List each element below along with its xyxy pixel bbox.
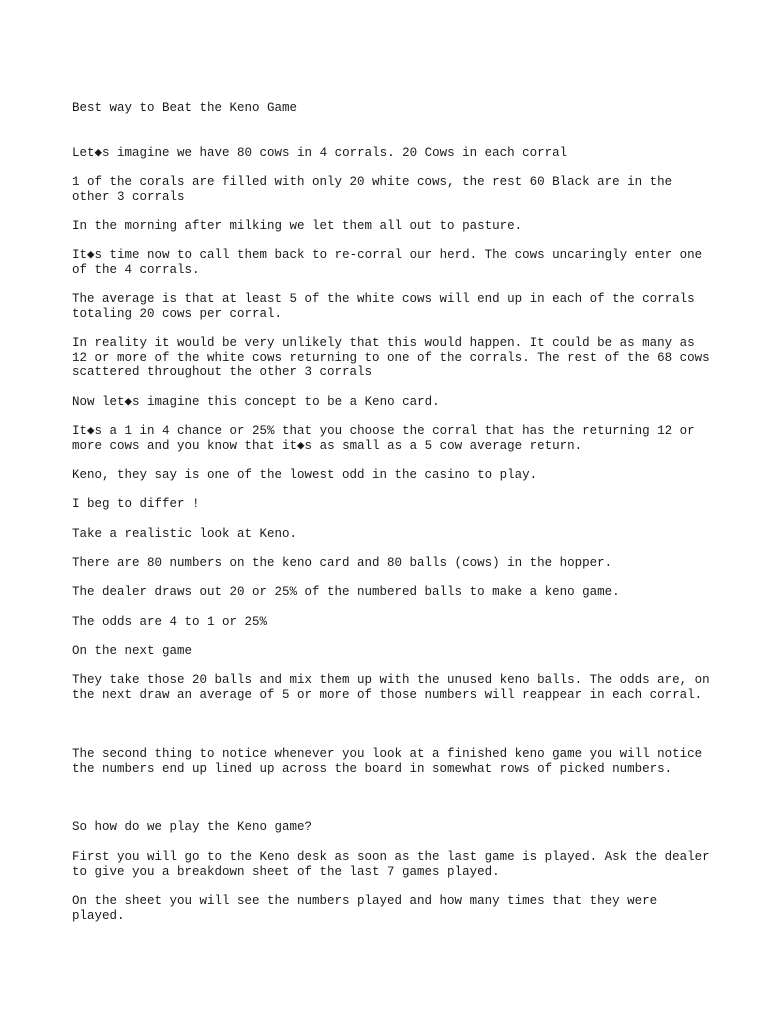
paragraph: 1 of the corals are filled with only 20 white cows, the rest 60 Black are in the other 3 corrals	[72, 175, 673, 204]
paragraph: Take a realistic look at Keno.	[72, 527, 298, 541]
paragraph: I beg to differ !	[72, 497, 200, 511]
paragraph: The dealer draws out 20 or 25% of the numbered balls to make a keno game.	[72, 585, 620, 599]
paragraph: In the morning after milking we let them all out to pasture.	[72, 219, 523, 233]
paragraph: It◆s a 1 in 4 chance or 25% that you choose the corral that has the returning 12 or more cows and you know that it◆s as small as a 5 cow average return.	[72, 424, 695, 453]
paragraph: There are 80 numbers on the keno card and 80 balls (cows) in the hopper.	[72, 556, 613, 570]
paragraph: On the sheet you will see the numbers played and how many times that they were played.	[72, 894, 658, 923]
paragraph: Let◆s imagine we have 80 cows in 4 corrals. 20 Cows in each corral	[72, 146, 568, 160]
paragraph: It◆s time now to call them back to re-corral our herd. The cows uncaringly enter one of the 4 corrals.	[72, 248, 703, 277]
paragraph: They take those 20 balls and mix them up with the unused keno balls. The odds are, on the next draw an average of 5 or more of those numbers will reappear in each corral.	[72, 673, 710, 702]
paragraph: The average is that at least 5 of the white cows will end up in each of the corrals totaling 20 cows per corral.	[72, 292, 695, 321]
paragraph: Now let◆s imagine this concept to be a Keno card.	[72, 395, 440, 409]
document-title: Best way to Beat the Keno Game	[72, 101, 298, 115]
paragraph: On the next game	[72, 644, 193, 658]
paragraph: The second thing to notice whenever you look at a finished keno game you will notice the numbers end up lined up across the board in somewhat rows of picked numbers.	[72, 747, 703, 776]
paragraph: The odds are 4 to 1 or 25%	[72, 615, 268, 629]
paragraph: In reality it would be very unlikely that this would happen. It could be as many as 12 or more of the white cows returning to one of the corrals. The rest of the 68 cows scattered throughout the other 3 corrals	[72, 336, 710, 380]
paragraph: So how do we play the Keno game?	[72, 820, 313, 834]
paragraph: First you will go to the Keno desk as soon as the last game is played. Ask the dealer to give you a breakdown sheet of the last 7 games played.	[72, 850, 710, 879]
paragraph: Keno, they say is one of the lowest odd in the casino to play.	[72, 468, 538, 482]
